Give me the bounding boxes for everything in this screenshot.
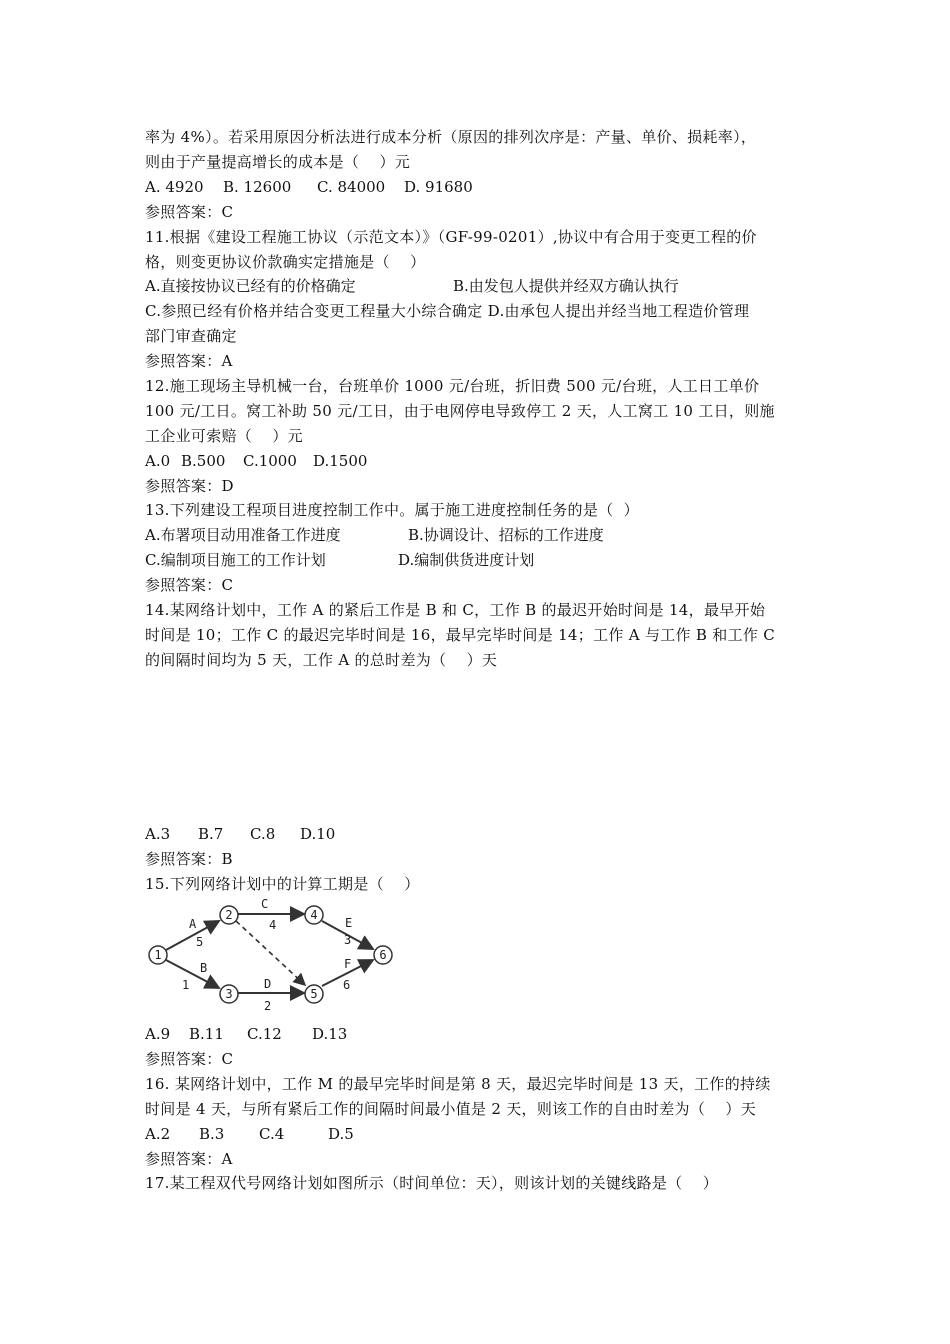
option-b: B.3 — [199, 1125, 225, 1143]
option-a: A.0 — [145, 452, 171, 470]
option-d: D.10 — [300, 825, 336, 843]
text-line: C.参照已经有价格并结合变更工程量大小综合确定 D.由承包人提出并经当地工程造价管理 — [145, 302, 750, 320]
option-d: D.5 — [328, 1125, 354, 1143]
option-b: B. 12600 — [223, 178, 292, 196]
label-b-name: B — [200, 961, 208, 975]
svg-text:5: 5 — [310, 987, 318, 1001]
network-diagram — [140, 893, 405, 1011]
svg-text:1: 1 — [154, 948, 162, 962]
svg-text:4: 4 — [310, 908, 318, 922]
option-d: D.编制供货进度计划 — [398, 551, 535, 569]
option-c: C.12 — [247, 1025, 282, 1043]
question-line: 15.下列网络计划中的计算工期是（ ） — [145, 875, 420, 893]
text-line: 的间隔时间均为 5 天，工作 A 的总时差为（ ）天 — [145, 651, 498, 669]
label-e-name: E — [345, 916, 353, 930]
label-d-duration: 2 — [264, 999, 272, 1011]
option-b: B.由发包人提供并经双方确认执行 — [453, 277, 679, 295]
option-a: A.直接按协议已经有的价格确定 — [145, 277, 356, 295]
text-line: 时间是 10；工作 C 的最迟完毕时间是 16，最早完毕时间是 14；工作 A 与工作 B 和工作 C — [145, 626, 776, 644]
text-line: 11.根据《建设工程施工协议（示范文本）》（GF-99-0201）,协议中有合用于变更工程的价 — [145, 228, 757, 246]
option-b: B.7 — [198, 825, 224, 843]
text-line: 12.施工现场主导机械一台，台班单价 1000 元/台班，折旧费 500 元/台班，人工日工单价 — [145, 377, 760, 395]
option-d: D.13 — [312, 1025, 348, 1043]
answer-line: 参照答案：D — [145, 477, 234, 495]
option-c: C.1000 — [243, 452, 297, 470]
answer-line: 参照答案：A — [145, 352, 233, 370]
option-a: A.2 — [145, 1125, 171, 1143]
text-line: 时间是 4 天，与所有紧后工作的间隔时间最小值是 2 天，则该工作的自由时差为（ ）天 — [145, 1100, 757, 1118]
node-1 — [149, 946, 167, 964]
q14-options — [145, 824, 825, 844]
node-3 — [220, 985, 238, 1003]
arrow-b — [166, 960, 219, 988]
answer-line: 参照答案：B — [145, 850, 233, 868]
svg-text:6: 6 — [379, 948, 387, 962]
option-a: A.3 — [145, 825, 171, 843]
option-c: C.8 — [250, 825, 276, 843]
option-a: A.布署项目动用准备工作进度 — [145, 526, 341, 544]
option-a: A. 4920 — [145, 178, 204, 196]
q10-options — [145, 177, 825, 197]
option-b: B.协调设计、招标的工作进度 — [408, 526, 604, 544]
text-line: 14.某网络计划中，工作 A 的紧后工作是 B 和 C，工作 B 的最迟开始时间是 14，最早开始 — [145, 601, 766, 619]
q13-options-1 — [145, 525, 825, 545]
answer-line: 参照答案：C — [145, 576, 234, 594]
text-line: 16. 某网络计划中，工作 M 的最早完毕时间是第 8 天，最迟完毕时间是 13 天，工作的持续 — [145, 1075, 771, 1093]
text-line: 率为 4%）。若采用原因分析法进行成本分析（原因的排列次序是：产量、单价、损耗率）， — [145, 128, 757, 146]
text-line: 100 元/工日。窝工补助 50 元/工日，由于电网停电导致停工 2 天，人工窝工 10 工日，则施 — [145, 402, 775, 420]
q15-options — [145, 1024, 825, 1044]
label-c-duration: 4 — [269, 918, 277, 932]
label-d-name: D — [264, 977, 272, 991]
label-e-duration: 3 — [344, 933, 352, 947]
node-4 — [305, 906, 323, 924]
svg-text:3: 3 — [225, 987, 233, 1001]
q16-options — [145, 1124, 825, 1144]
answer-line: 参照答案：C — [145, 1050, 234, 1068]
label-f-name: F — [344, 957, 352, 971]
q13-options-2 — [145, 550, 825, 570]
text-line: 13.下列建设工程项目进度控制工作中。属于施工进度控制任务的是（ ） — [145, 501, 639, 519]
label-f-duration: 6 — [343, 978, 351, 992]
q12-options — [145, 451, 825, 471]
option-b: B.11 — [189, 1025, 224, 1043]
text-line: 则由于产量提高增长的成本是（ ）元 — [145, 153, 411, 171]
text-line: 工企业可索赔（ ）元 — [145, 427, 303, 445]
node-2 — [220, 906, 238, 924]
node-6 — [374, 946, 392, 964]
answer-line: 参照答案：C — [145, 203, 234, 221]
text-line: 格，则变更协议价款确实定措施是（ ） — [145, 253, 426, 271]
label-a-duration: 5 — [196, 935, 204, 949]
option-c: C.编制项目施工的工作计划 — [145, 551, 326, 569]
option-c: C. 84000 — [317, 178, 386, 196]
option-d: D.1500 — [313, 452, 368, 470]
question-line: 17.某工程双代号网络计划如图所示（时间单位：天），则该计划的关键线路是（ ） — [145, 1174, 719, 1192]
node-5 — [305, 985, 323, 1003]
option-a: A.9 — [145, 1025, 171, 1043]
q11-options — [145, 276, 825, 296]
label-c-name: C — [261, 897, 269, 911]
option-c: C.4 — [259, 1125, 285, 1143]
text-line: 部门审查确定 — [145, 327, 237, 345]
label-a-name: A — [189, 917, 197, 931]
answer-line: 参照答案：A — [145, 1150, 233, 1168]
label-b-duration: 1 — [182, 978, 190, 992]
svg-text:2: 2 — [225, 908, 233, 922]
option-b: B.500 — [181, 452, 226, 470]
option-d: D. 91680 — [404, 178, 473, 196]
